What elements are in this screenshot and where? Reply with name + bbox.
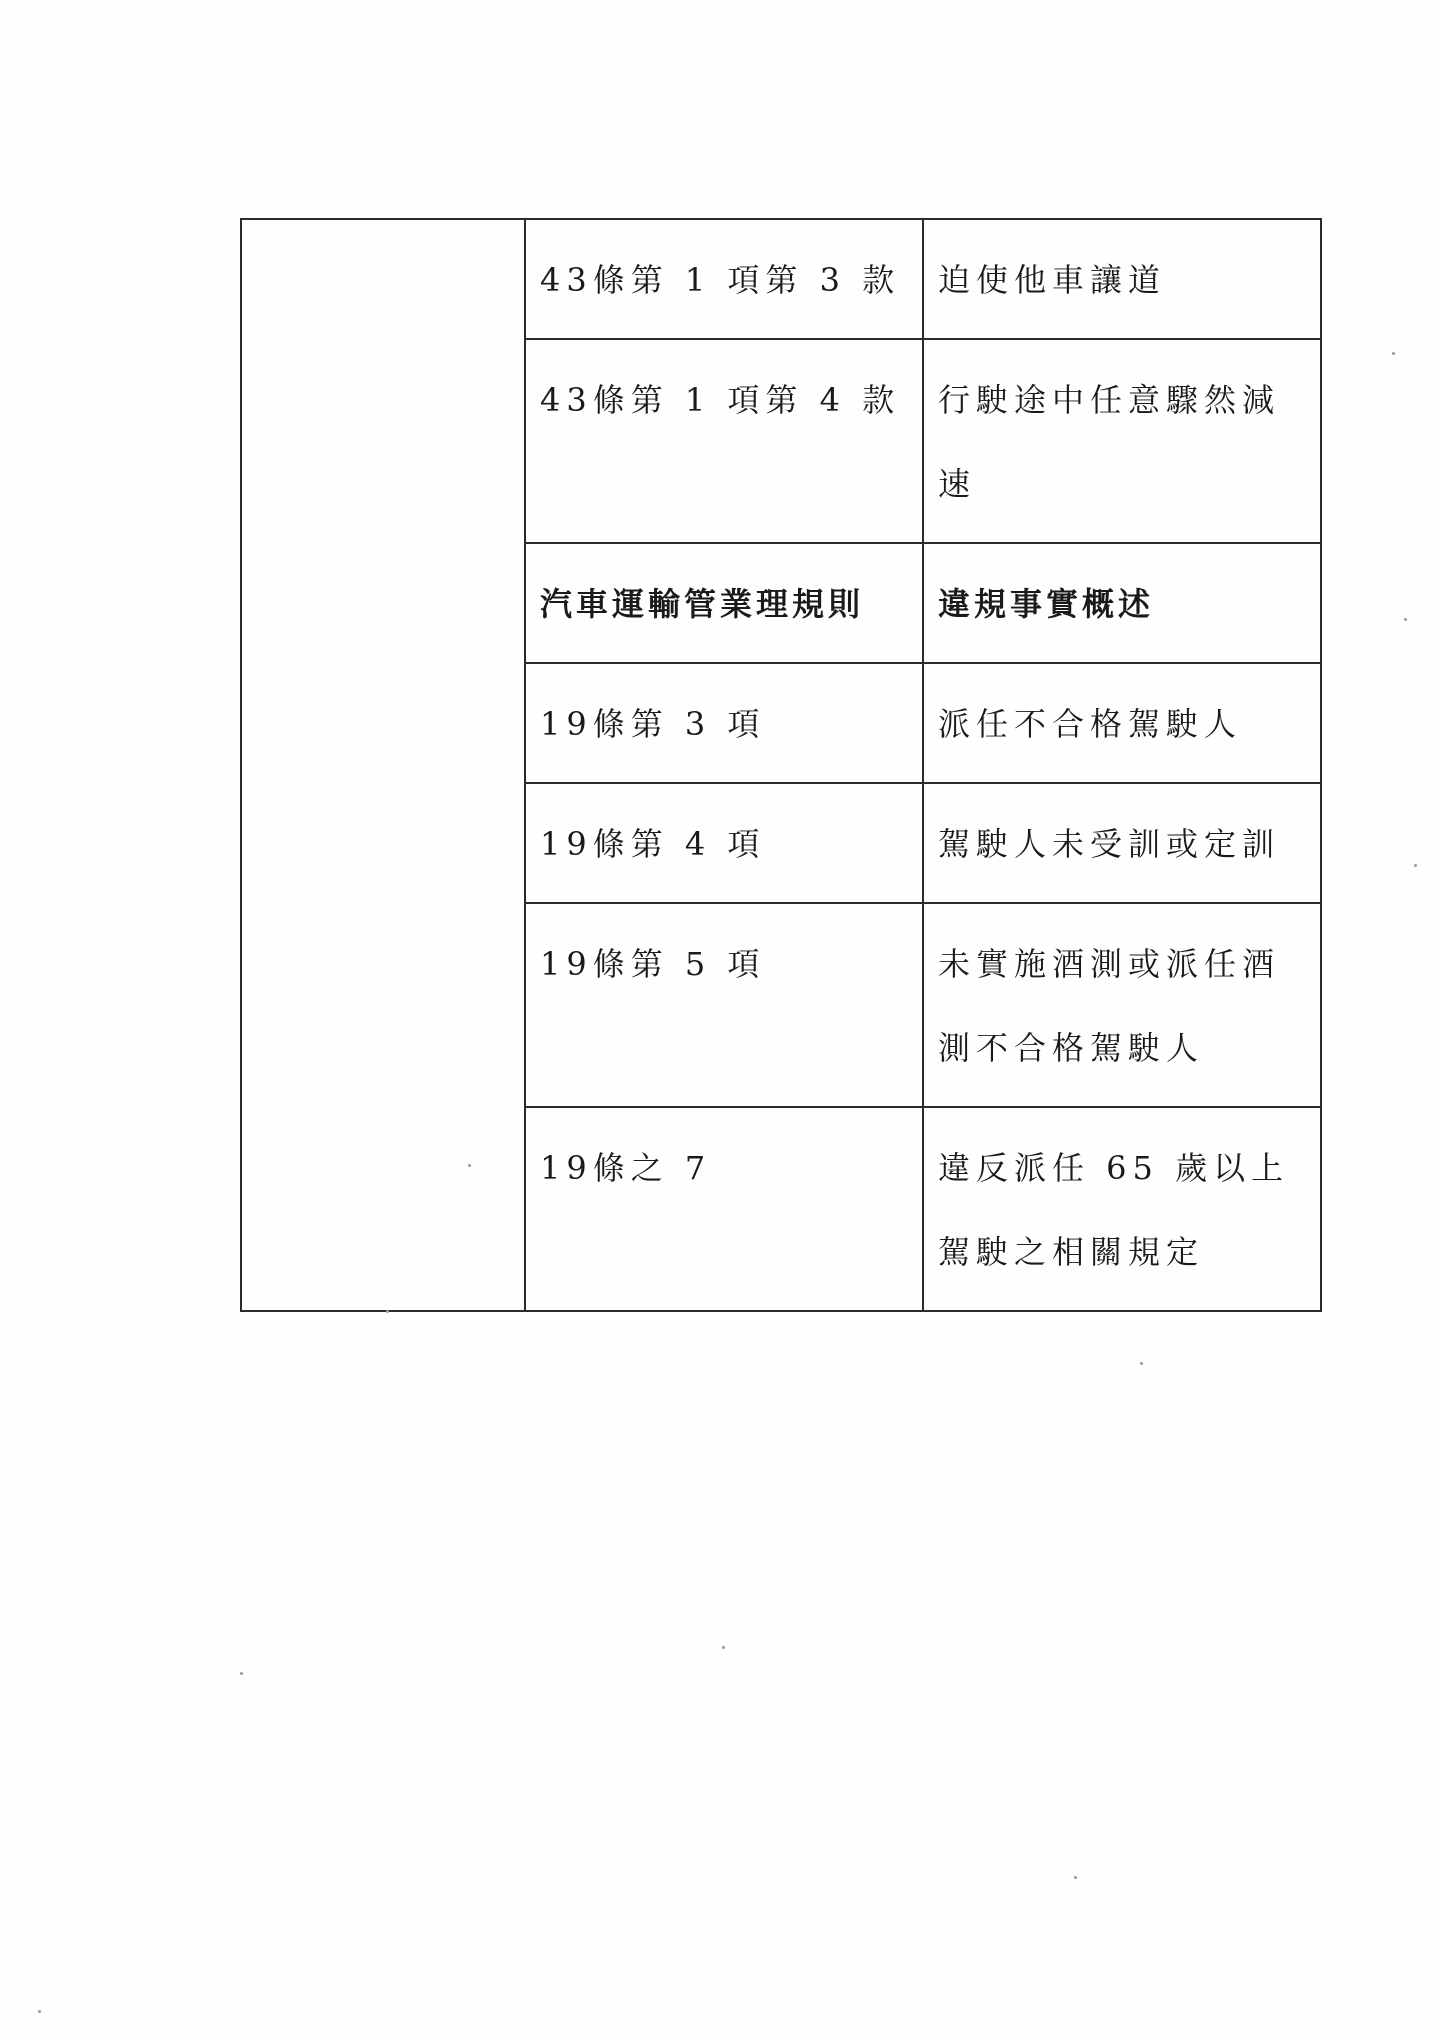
description-text: 迫使他車讓道 — [938, 261, 1167, 299]
scan-speck — [1392, 352, 1395, 355]
scan-speck — [468, 1164, 471, 1167]
scan-speck — [1140, 1362, 1143, 1365]
article-text: 19條第 4 項 — [540, 825, 766, 863]
description-cell — [923, 219, 1321, 339]
blank-column-cell — [241, 219, 525, 1311]
article-text: 19條第 3 項 — [540, 705, 766, 743]
scan-speck — [1074, 1876, 1077, 1879]
article-cell — [525, 903, 923, 1107]
description-text: 行駛途中任意驟然減速 — [938, 381, 1281, 503]
article-text: 19條第 5 項 — [540, 945, 766, 983]
column-heading-cell — [923, 543, 1321, 663]
regulation-table — [240, 218, 1322, 1312]
section-heading-cell — [525, 543, 923, 663]
article-cell — [525, 219, 923, 339]
article-cell — [525, 1107, 923, 1311]
article-text: 43條第 1 項第 4 款 — [540, 381, 901, 419]
column-heading-text: 違規事實概述 — [938, 585, 1155, 623]
description-cell — [923, 339, 1321, 543]
description-text: 派任不合格駕駛人 — [938, 705, 1243, 743]
scan-speck — [240, 1672, 243, 1675]
article-text: 19條之 7 — [540, 1149, 712, 1187]
table-row — [241, 219, 1321, 339]
description-text: 未實施酒測或派任酒測不合格駕駛人 — [938, 945, 1281, 1067]
section-heading-text: 汽車運輸管業理規則 — [540, 585, 865, 623]
description-cell — [923, 1107, 1321, 1311]
description-text: 違反派任 65 歲以上駕駛之相關規定 — [938, 1149, 1290, 1271]
article-cell — [525, 339, 923, 543]
scan-speck — [1404, 618, 1407, 621]
scan-speck — [1414, 864, 1417, 867]
scan-speck — [386, 1310, 389, 1313]
article-cell — [525, 783, 923, 903]
description-cell — [923, 663, 1321, 783]
scan-speck — [722, 1646, 725, 1649]
description-text: 駕駛人未受訓或定訓 — [938, 825, 1281, 863]
article-text: 43條第 1 項第 3 款 — [540, 261, 901, 299]
scan-speck — [38, 2010, 41, 2013]
description-cell — [923, 903, 1321, 1107]
description-cell — [923, 783, 1321, 903]
article-cell — [525, 663, 923, 783]
